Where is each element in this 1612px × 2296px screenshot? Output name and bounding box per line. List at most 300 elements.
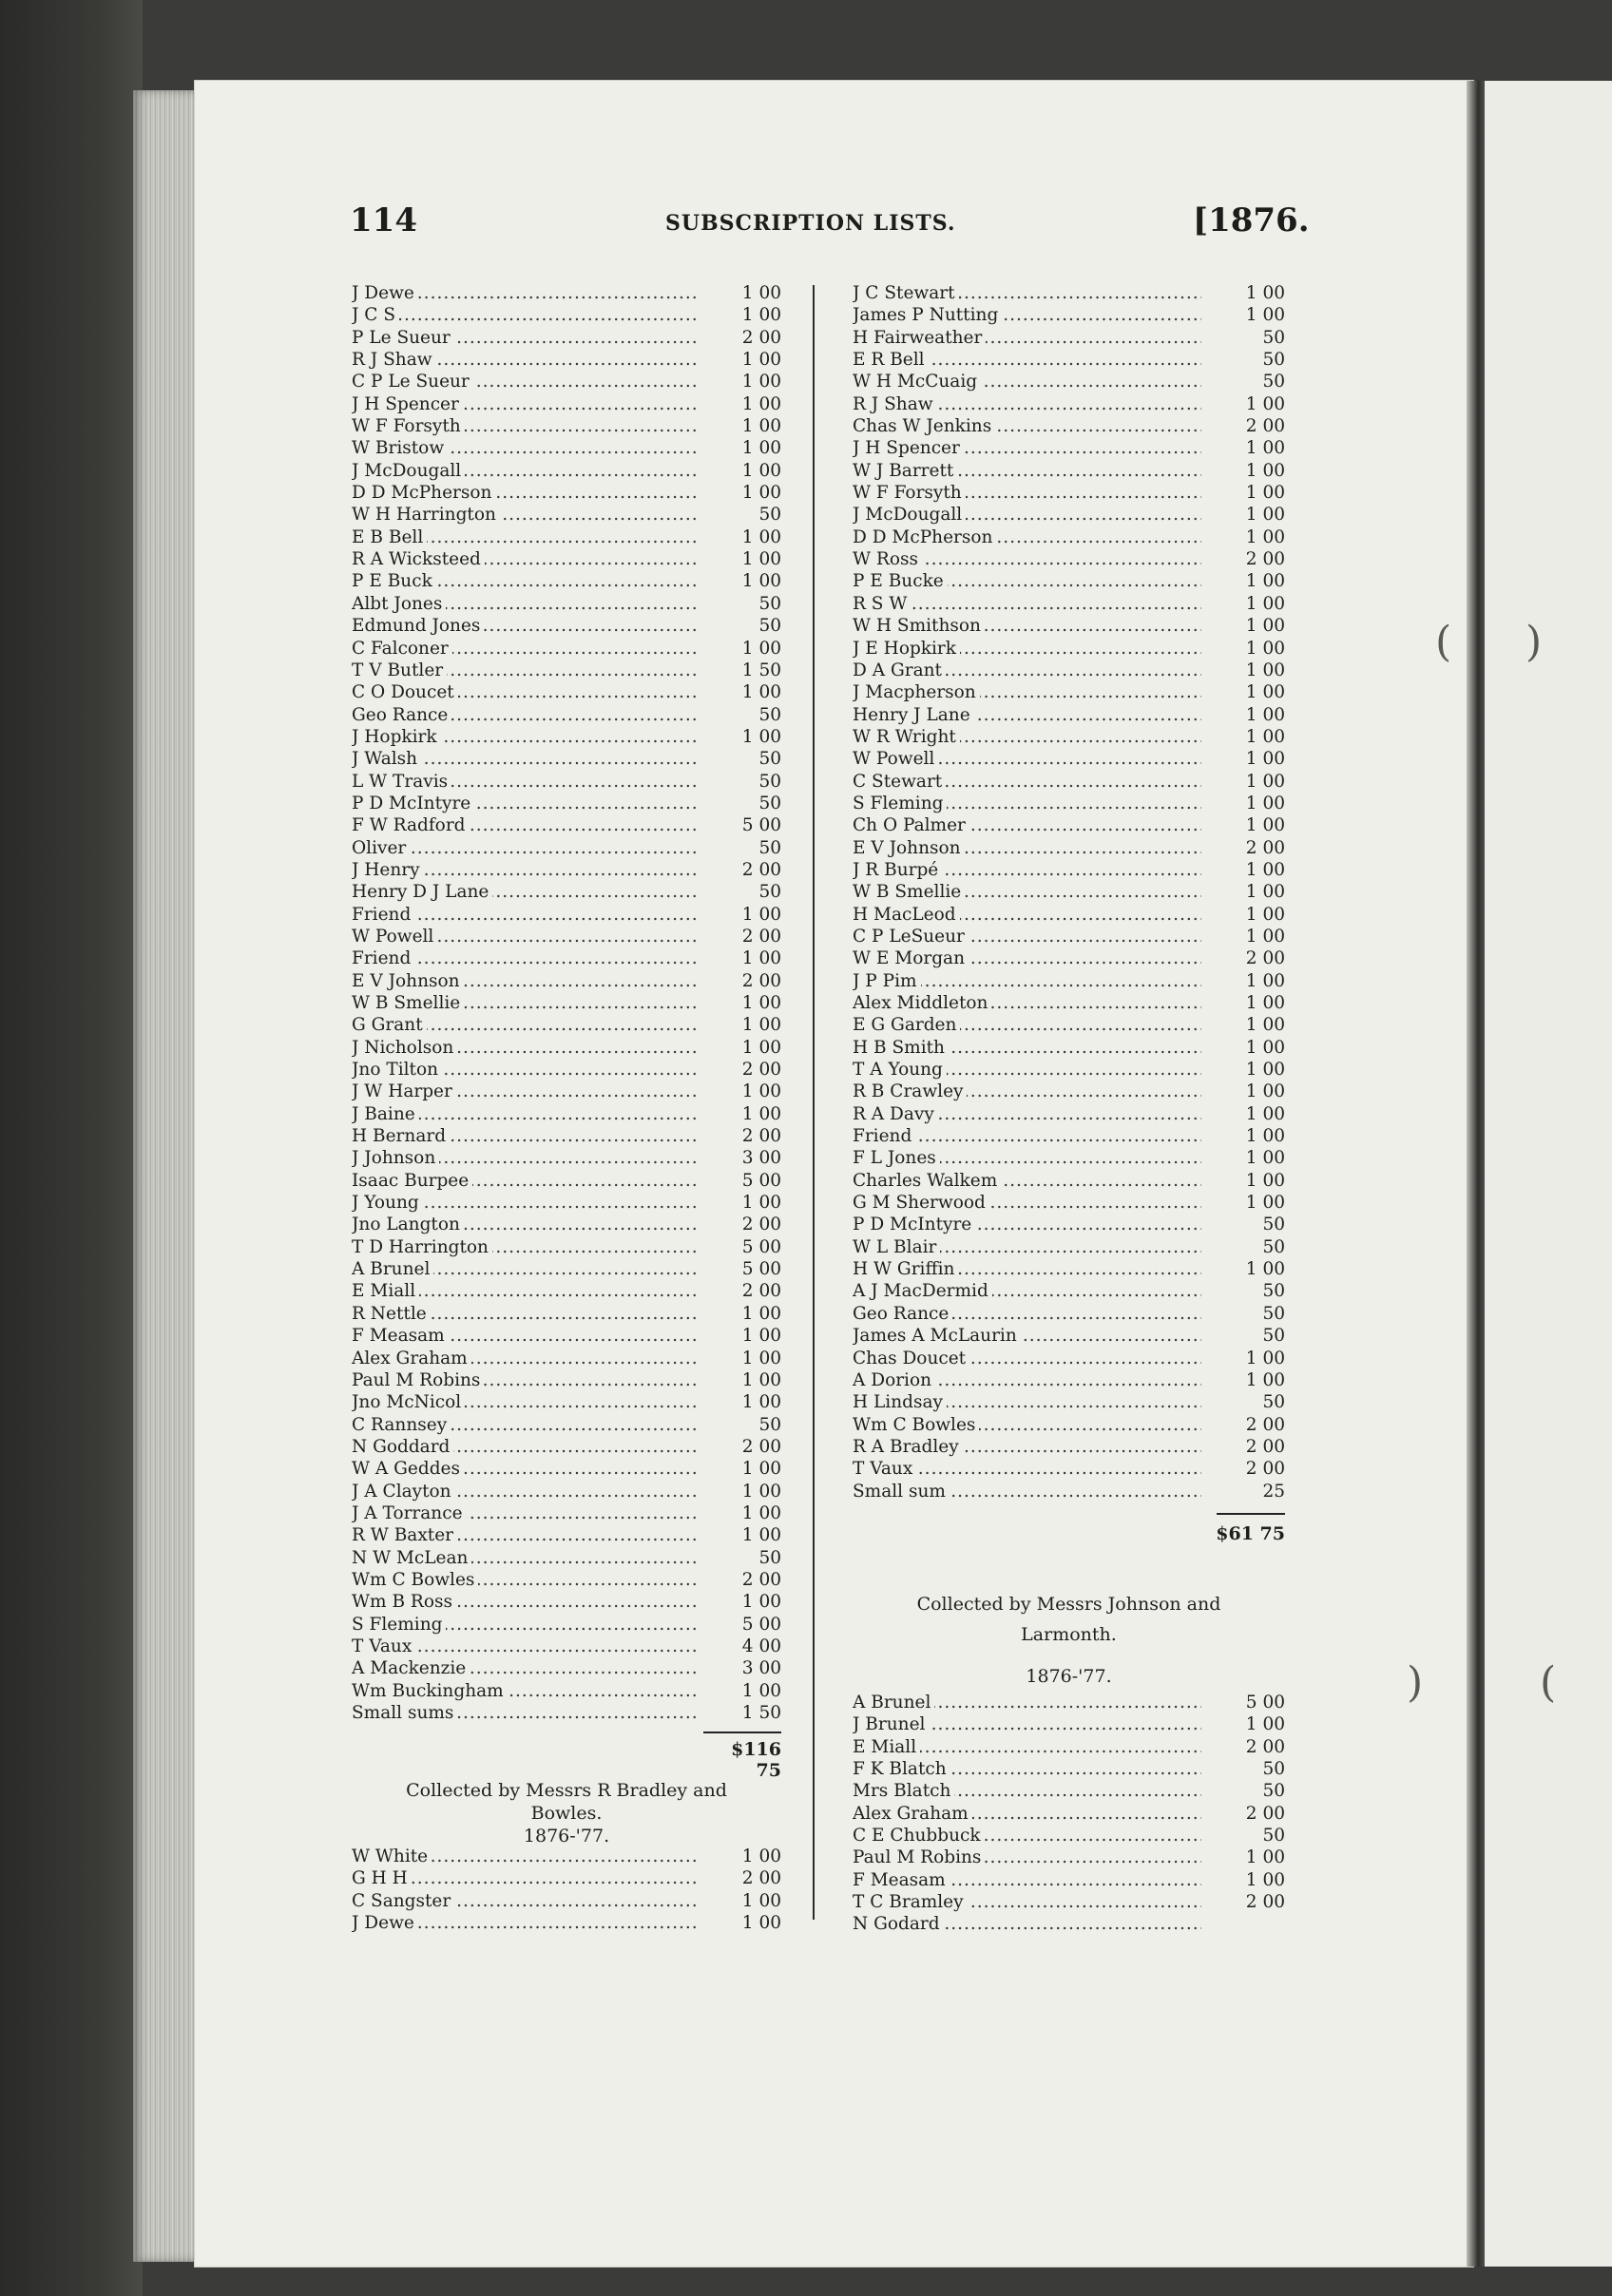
subscriber-name: H W Griffin bbox=[853, 1258, 958, 1280]
subscriber-name: W H Smithson bbox=[853, 615, 985, 637]
list-item bbox=[853, 1170, 1285, 1192]
subscriber-name: Small sums bbox=[352, 1702, 457, 1724]
subscriber-name: J A Torrance bbox=[352, 1502, 467, 1524]
subscriber-name: Friend bbox=[352, 947, 414, 969]
subscription-amount: 1 00 bbox=[700, 393, 781, 415]
list-item bbox=[853, 881, 1285, 903]
list-item bbox=[853, 1103, 1285, 1125]
subscription-amount: 1 00 bbox=[1203, 460, 1285, 482]
subscriber-name: H Fairweather bbox=[853, 327, 986, 349]
subscription-amount: 1 00 bbox=[700, 460, 781, 482]
subscriber-name: Paul M Robins bbox=[352, 1369, 484, 1391]
subscriber-name: E V Johnson bbox=[853, 837, 965, 859]
right-total-rule bbox=[1217, 1513, 1285, 1515]
subscription-amount: 1 00 bbox=[700, 1081, 781, 1102]
left-section-heading-line: 1876-'77. bbox=[523, 1826, 610, 1846]
subscription-amount: 1 00 bbox=[1203, 1369, 1285, 1391]
subscription-amount: 3 00 bbox=[700, 1147, 781, 1169]
list-item bbox=[853, 371, 1285, 392]
subscriber-name: Alex Graham bbox=[352, 1348, 471, 1369]
list-item bbox=[352, 1369, 781, 1391]
list-item bbox=[853, 1303, 1285, 1325]
subscription-amount: 2 00 bbox=[1203, 1736, 1285, 1758]
subscription-amount: 2 00 bbox=[700, 1867, 781, 1889]
subscriber-name: F Measam bbox=[352, 1325, 449, 1347]
subscriber-name: P D McIntyre bbox=[853, 1214, 975, 1235]
subscriber-name: Mrs Blatch bbox=[853, 1780, 954, 1802]
subscription-amount: 4 00 bbox=[700, 1636, 781, 1657]
subscriber-name: N Godard bbox=[853, 1913, 944, 1935]
list-item bbox=[853, 593, 1285, 615]
leader-dots bbox=[352, 304, 698, 326]
list-item bbox=[853, 1236, 1285, 1258]
list-item bbox=[352, 1258, 781, 1280]
subscription-amount: 1 00 bbox=[1203, 282, 1285, 304]
subscriber-name: R A Davy bbox=[853, 1103, 938, 1125]
subscription-amount: 1 00 bbox=[1203, 1170, 1285, 1192]
subscriber-name: Albt Jones bbox=[352, 593, 446, 615]
subscription-amount: 25 bbox=[1203, 1481, 1285, 1502]
list-item bbox=[853, 814, 1285, 836]
subscription-amount: 50 bbox=[1203, 1758, 1285, 1780]
subscription-amount: 1 00 bbox=[1203, 437, 1285, 459]
subscriber-name: A Dorion bbox=[853, 1369, 935, 1391]
subscription-amount: 50 bbox=[700, 504, 781, 526]
subscriber-name: Chas Doucet bbox=[853, 1348, 969, 1369]
list-item bbox=[853, 726, 1285, 748]
bracket-mark-lower-left: ) bbox=[1407, 1658, 1424, 1707]
list-item bbox=[853, 1414, 1285, 1436]
subscription-amount: 1 00 bbox=[1203, 814, 1285, 836]
subscription-amount: 1 00 bbox=[1203, 1103, 1285, 1125]
subscription-amount: 2 00 bbox=[700, 1214, 781, 1235]
subscriber-name: D A Grant bbox=[853, 660, 946, 681]
subscription-amount: 50 bbox=[700, 837, 781, 859]
list-item bbox=[352, 1569, 781, 1591]
subscriber-name: James A McLaurin bbox=[853, 1325, 1021, 1347]
subscription-amount: 1 00 bbox=[700, 570, 781, 592]
subscription-amount: 1 00 bbox=[1203, 304, 1285, 326]
list-item bbox=[853, 1736, 1285, 1758]
subscriber-name: Henry D J Lane bbox=[352, 881, 492, 903]
list-item bbox=[352, 1280, 781, 1302]
subscriber-name: C Sangster bbox=[352, 1890, 454, 1912]
subscriber-name: W R Wright bbox=[853, 726, 960, 748]
subscriber-name: R J Shaw bbox=[853, 393, 937, 415]
subscriber-name: W White bbox=[352, 1846, 432, 1867]
list-item bbox=[853, 1348, 1285, 1369]
subscriber-name: Paul M Robins bbox=[853, 1846, 985, 1868]
list-item bbox=[853, 926, 1285, 947]
list-item bbox=[853, 1481, 1285, 1502]
subscriber-name: W J Barrett bbox=[853, 460, 957, 482]
list-item bbox=[853, 526, 1285, 548]
list-item bbox=[352, 881, 781, 903]
subscription-amount: 50 bbox=[1203, 349, 1285, 371]
subscription-amount: 1 00 bbox=[700, 482, 781, 504]
list-item bbox=[853, 748, 1285, 770]
subscriber-name: T Vaux bbox=[853, 1458, 916, 1480]
subscription-amount: 50 bbox=[1203, 1303, 1285, 1325]
subscription-amount: 1 00 bbox=[1203, 1037, 1285, 1059]
subscription-amount: 1 50 bbox=[700, 1702, 781, 1724]
subscriber-name: W H McCuaig bbox=[853, 371, 981, 392]
subscription-amount: 1 00 bbox=[1203, 504, 1285, 526]
subscriber-name: W L Blair bbox=[853, 1236, 940, 1258]
page-number: 114 bbox=[350, 201, 417, 239]
subscriber-name: G Grant bbox=[352, 1014, 427, 1036]
list-item bbox=[352, 304, 781, 326]
list-item bbox=[352, 1547, 781, 1569]
list-item bbox=[853, 704, 1285, 726]
subscription-amount: 5 00 bbox=[1203, 1692, 1285, 1713]
subscriber-name: W Ross bbox=[853, 548, 922, 570]
list-item bbox=[853, 548, 1285, 570]
subscriber-name: H B Smith bbox=[853, 1037, 949, 1059]
list-item bbox=[853, 1147, 1285, 1169]
subscriber-name: T A Young bbox=[853, 1059, 947, 1081]
subscription-amount: 5 00 bbox=[700, 1170, 781, 1192]
subscription-amount: 1 00 bbox=[1203, 681, 1285, 703]
subscriber-name: P D McIntyre bbox=[352, 793, 474, 814]
subscription-amount: 1 00 bbox=[700, 349, 781, 371]
subscriber-name: W B Smellie bbox=[853, 881, 965, 903]
subscription-amount: 2 00 bbox=[700, 1280, 781, 1302]
subscription-amount: 1 00 bbox=[700, 904, 781, 926]
subscriber-name: W F Forsyth bbox=[352, 415, 465, 437]
list-item bbox=[853, 1803, 1285, 1825]
list-item bbox=[853, 1458, 1285, 1480]
list-item bbox=[853, 1825, 1285, 1846]
subscription-amount: 1 00 bbox=[700, 1014, 781, 1036]
subscriber-name: A Brunel bbox=[853, 1692, 934, 1713]
subscriber-name: J H Spencer bbox=[853, 437, 964, 459]
subscriber-name: W Powell bbox=[853, 748, 938, 770]
subscription-amount: 2 00 bbox=[1203, 1458, 1285, 1480]
subscriber-name: T V Butler bbox=[352, 660, 447, 681]
subscriber-name: H Bernard bbox=[352, 1125, 450, 1147]
subscriber-name: Edmund Jones bbox=[352, 615, 484, 637]
subscriber-name: C P Le Sueur bbox=[352, 371, 473, 392]
subscription-amount: 50 bbox=[1203, 1214, 1285, 1235]
subscriber-name: E B Bell bbox=[352, 526, 427, 548]
subscription-amount: 1 00 bbox=[1203, 593, 1285, 615]
subscription-amount: 1 00 bbox=[1203, 748, 1285, 770]
list-item bbox=[352, 1846, 781, 1867]
subscription-amount: 1 00 bbox=[1203, 526, 1285, 548]
list-item bbox=[352, 1414, 781, 1436]
left-total-rule bbox=[703, 1732, 781, 1733]
subscriber-name: J Dewe bbox=[352, 1912, 418, 1934]
list-item bbox=[853, 681, 1285, 703]
list-item bbox=[352, 1890, 781, 1912]
list-item bbox=[352, 1636, 781, 1657]
list-item bbox=[853, 304, 1285, 326]
list-item bbox=[352, 638, 781, 660]
subscriber-name: Ch O Palmer bbox=[853, 814, 969, 836]
subscription-amount: 1 00 bbox=[1203, 570, 1285, 592]
subscription-amount: 3 00 bbox=[700, 1657, 781, 1679]
left-section-heading bbox=[352, 1779, 781, 1847]
subscription-amount: 1 00 bbox=[1203, 726, 1285, 748]
subscriber-name: J Brunel bbox=[853, 1713, 929, 1735]
subscriber-name: G M Sherwood bbox=[853, 1192, 989, 1214]
list-item bbox=[853, 1391, 1285, 1413]
subscriber-name: W B Smellie bbox=[352, 992, 464, 1014]
subscription-amount: 1 00 bbox=[1203, 704, 1285, 726]
subscription-amount: 50 bbox=[700, 748, 781, 770]
subscription-amount: 1 00 bbox=[1203, 904, 1285, 926]
subscriber-name: J Young bbox=[352, 1192, 423, 1214]
subscription-amount: 1 00 bbox=[700, 1591, 781, 1613]
subscription-amount: 1 00 bbox=[1203, 859, 1285, 881]
list-item bbox=[352, 726, 781, 748]
subscription-amount: 1 00 bbox=[1203, 1014, 1285, 1036]
list-item bbox=[853, 1037, 1285, 1059]
list-item bbox=[352, 393, 781, 415]
subscription-amount: 1 00 bbox=[1203, 1348, 1285, 1369]
subscription-amount: 1 00 bbox=[700, 1192, 781, 1214]
list-item bbox=[352, 1348, 781, 1369]
list-item bbox=[352, 1214, 781, 1235]
subscription-amount: 1 00 bbox=[700, 371, 781, 392]
subscription-amount: 1 00 bbox=[1203, 926, 1285, 947]
subscription-amount: 1 00 bbox=[1203, 393, 1285, 415]
subscriber-name: E G Garden bbox=[853, 1014, 960, 1036]
subscriber-name: R J Shaw bbox=[352, 349, 436, 371]
right-section-list bbox=[853, 1692, 1285, 1936]
subscription-amount: 1 00 bbox=[1203, 1192, 1285, 1214]
subscriber-name: S Fleming bbox=[853, 793, 947, 814]
subscriber-name: F L Jones bbox=[853, 1147, 940, 1169]
subscription-amount: 1 00 bbox=[1203, 1081, 1285, 1102]
list-item bbox=[853, 1913, 1285, 1935]
list-item bbox=[853, 793, 1285, 814]
list-item bbox=[853, 1192, 1285, 1214]
subscriber-name: Wm Buckingham bbox=[352, 1680, 508, 1702]
list-item bbox=[352, 570, 781, 592]
list-item bbox=[853, 393, 1285, 415]
subscription-amount: 50 bbox=[700, 793, 781, 814]
list-item bbox=[853, 947, 1285, 969]
list-item bbox=[853, 1369, 1285, 1391]
subscriber-name: J P Pim bbox=[853, 970, 921, 992]
subscriber-name: G H H bbox=[352, 1867, 412, 1889]
subscription-amount: 1 00 bbox=[700, 947, 781, 969]
subscriber-name: Oliver bbox=[352, 837, 410, 859]
subscriber-name: R A Bradley bbox=[853, 1436, 963, 1458]
subscription-amount: 2 00 bbox=[700, 1059, 781, 1081]
facing-page-strip bbox=[1485, 81, 1612, 2267]
list-item bbox=[853, 415, 1285, 437]
subscriber-name: J H Spencer bbox=[352, 393, 463, 415]
list-item bbox=[853, 1692, 1285, 1713]
subscription-amount: 1 00 bbox=[1203, 1147, 1285, 1169]
subscriber-name: Friend bbox=[352, 904, 414, 926]
subscription-amount: 50 bbox=[1203, 327, 1285, 349]
subscription-amount: 50 bbox=[1203, 371, 1285, 392]
subscriber-name: S Fleming bbox=[352, 1614, 446, 1636]
list-item bbox=[352, 926, 781, 947]
subscriber-name: J Dewe bbox=[352, 282, 418, 304]
subscription-amount: 2 00 bbox=[1203, 415, 1285, 437]
subscriber-name: Jno McNicol bbox=[352, 1391, 465, 1413]
list-item bbox=[352, 1657, 781, 1679]
subscription-amount: 2 00 bbox=[700, 926, 781, 947]
subscription-amount: 1 00 bbox=[700, 726, 781, 748]
subscriber-name: E R Bell bbox=[853, 349, 929, 371]
subscription-amount: 1 00 bbox=[700, 282, 781, 304]
list-item bbox=[853, 771, 1285, 793]
list-item bbox=[352, 771, 781, 793]
subscription-amount: 1 00 bbox=[700, 1502, 781, 1524]
list-item bbox=[853, 282, 1285, 304]
subscriber-name: Jno Tilton bbox=[352, 1059, 442, 1081]
subscriber-name: W Powell bbox=[352, 926, 437, 947]
list-item bbox=[352, 1391, 781, 1413]
subscription-amount: 50 bbox=[1203, 1236, 1285, 1258]
list-item bbox=[352, 327, 781, 349]
list-item bbox=[352, 1680, 781, 1702]
list-item bbox=[352, 748, 781, 770]
subscription-amount: 1 00 bbox=[1203, 1869, 1285, 1891]
list-item bbox=[352, 1524, 781, 1546]
subscription-amount: 50 bbox=[1203, 1280, 1285, 1302]
list-item bbox=[352, 1912, 781, 1934]
subscriber-name: C Rannsey bbox=[352, 1414, 451, 1436]
subscriber-name: T Vaux bbox=[352, 1636, 415, 1657]
subscriber-name: Small sum bbox=[853, 1481, 950, 1502]
bracket-mark-left: ( bbox=[1435, 618, 1452, 666]
subscriber-name: J McDougall bbox=[352, 460, 465, 482]
list-item bbox=[352, 837, 781, 859]
bracket-mark-right: ) bbox=[1526, 618, 1543, 666]
list-item bbox=[352, 1502, 781, 1524]
list-item bbox=[352, 1458, 781, 1480]
list-item bbox=[352, 1481, 781, 1502]
subscription-amount: 1 00 bbox=[1203, 660, 1285, 681]
subscriber-name: T C Bramley bbox=[853, 1891, 968, 1913]
subscriber-name: J Nicholson bbox=[352, 1037, 457, 1059]
subscription-amount: 50 bbox=[1203, 1780, 1285, 1802]
list-item bbox=[352, 1147, 781, 1169]
subscription-amount: 1 00 bbox=[1203, 793, 1285, 814]
subscription-amount: 1 00 bbox=[700, 304, 781, 326]
subscription-amount: 1 00 bbox=[700, 415, 781, 437]
subscription-amount: 2 00 bbox=[1203, 1436, 1285, 1458]
left-subscription-list bbox=[352, 282, 781, 1724]
list-item bbox=[853, 904, 1285, 926]
subscription-amount: 50 bbox=[700, 1414, 781, 1436]
subscription-amount: 1 00 bbox=[700, 1458, 781, 1480]
subscription-amount: 1 00 bbox=[700, 526, 781, 548]
page-title: SUBSCRIPTION LISTS. bbox=[665, 211, 956, 236]
subscriber-name: J C Stewart bbox=[853, 282, 959, 304]
list-item bbox=[853, 1846, 1285, 1868]
page-year: [1876. bbox=[1193, 201, 1310, 239]
subscriber-name: P Le Sueur bbox=[352, 327, 454, 349]
subscriber-name: C O Doucet bbox=[352, 681, 458, 703]
left-section-list bbox=[352, 1846, 781, 1934]
subscription-amount: 1 00 bbox=[1203, 771, 1285, 793]
subscriber-name: D D McPherson bbox=[352, 482, 495, 504]
subscription-amount: 1 00 bbox=[700, 1890, 781, 1912]
subscription-amount: 1 00 bbox=[1203, 615, 1285, 637]
book-page-edges bbox=[133, 90, 200, 2262]
subscription-amount: 1 00 bbox=[1203, 992, 1285, 1014]
list-item bbox=[352, 1125, 781, 1147]
subscription-amount: 50 bbox=[700, 615, 781, 637]
right-section-heading-line: 1876-'77. bbox=[1026, 1666, 1112, 1687]
subscription-amount: 1 00 bbox=[700, 1325, 781, 1347]
subscriber-name: C Stewart bbox=[853, 771, 946, 793]
subscriber-name: Friend bbox=[853, 1125, 915, 1147]
subscriber-name: F K Blatch bbox=[853, 1758, 950, 1780]
subscription-amount: 5 00 bbox=[700, 1258, 781, 1280]
subscriber-name: Alex Middleton bbox=[853, 992, 991, 1014]
list-item bbox=[853, 859, 1285, 881]
subscriber-name: J Hopkirk bbox=[352, 726, 441, 748]
list-item bbox=[352, 904, 781, 926]
subscriber-name: Wm C Bowles bbox=[352, 1569, 478, 1591]
list-item bbox=[853, 1869, 1285, 1891]
list-item bbox=[352, 282, 781, 304]
subscriber-name: Wm B Ross bbox=[352, 1591, 456, 1613]
subscriber-name: E Miall bbox=[853, 1736, 920, 1758]
right-section-heading bbox=[853, 1589, 1285, 1692]
list-item bbox=[352, 992, 781, 1014]
subscription-amount: 1 00 bbox=[700, 1524, 781, 1546]
subscription-amount: 50 bbox=[700, 593, 781, 615]
list-item bbox=[853, 1081, 1285, 1102]
subscriber-name: C P LeSueur bbox=[853, 926, 969, 947]
subscription-amount: 2 00 bbox=[1203, 1803, 1285, 1825]
list-item bbox=[853, 1014, 1285, 1036]
list-item bbox=[352, 1059, 781, 1081]
subscriber-name: A Brunel bbox=[352, 1258, 433, 1280]
subscription-amount: 1 00 bbox=[700, 1391, 781, 1413]
subscriber-name: H MacLeod bbox=[853, 904, 960, 926]
subscriber-name: Jno Langton bbox=[352, 1214, 464, 1235]
list-item bbox=[352, 1591, 781, 1613]
subscriber-name: F Measam bbox=[853, 1869, 950, 1891]
subscription-amount: 2 00 bbox=[700, 327, 781, 349]
subscriber-name: H Lindsay bbox=[853, 1391, 947, 1413]
subscription-amount: 2 00 bbox=[700, 1569, 781, 1591]
subscription-amount: 1 00 bbox=[700, 1680, 781, 1702]
list-item bbox=[352, 504, 781, 526]
list-item bbox=[352, 947, 781, 969]
subscriber-name: Henry J Lane bbox=[853, 704, 974, 726]
subscription-amount: 2 00 bbox=[1203, 947, 1285, 969]
list-item bbox=[352, 460, 781, 482]
subscription-amount: 5 00 bbox=[700, 1236, 781, 1258]
subscription-amount: 1 00 bbox=[700, 1481, 781, 1502]
list-item bbox=[352, 1325, 781, 1347]
subscription-amount: 50 bbox=[700, 704, 781, 726]
subscriber-name: J E Hopkirk bbox=[853, 638, 960, 660]
list-item bbox=[352, 1614, 781, 1636]
subscriber-name: J McDougall bbox=[853, 504, 966, 526]
list-item bbox=[853, 504, 1285, 526]
subscription-amount: 1 00 bbox=[700, 1369, 781, 1391]
subscriber-name: W H Harrington bbox=[352, 504, 500, 526]
subscriber-name: J W Harper bbox=[352, 1081, 456, 1102]
list-item bbox=[352, 1014, 781, 1036]
subscription-amount: 1 00 bbox=[1203, 970, 1285, 992]
list-item bbox=[352, 482, 781, 504]
subscriber-name: R S W bbox=[853, 593, 911, 615]
